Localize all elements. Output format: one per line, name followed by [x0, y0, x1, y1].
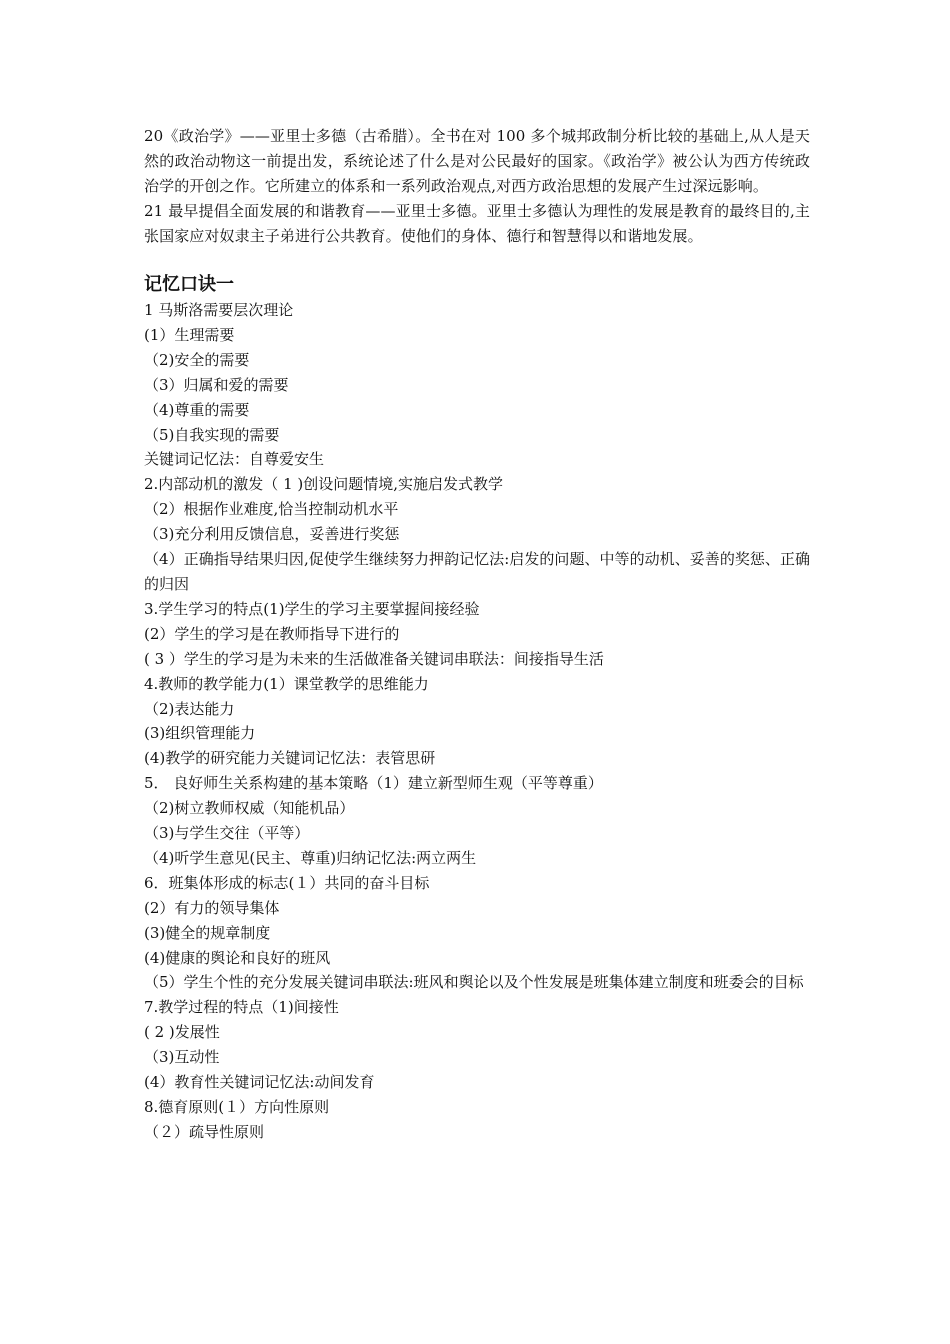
- list-line: 2.内部动机的激发（ 1 )创设问题情境,实施启发式教学: [144, 475, 504, 494]
- list-line: 7.教学过程的特点（1)间接性: [144, 998, 339, 1017]
- paragraph-politics: 20《政治学》——亚里士多德（古希腊）。全书在对 100 多个城邦政制分析比较的基础上,从人是天然的政治动物这一前提出发，系统论述了什么是对公民最好的国家。《政治学》被公认为西方传统政治学的开创之作。它所建立的体系和一系列政治观点,对西方政治思想的发展产生过深远影响。: [144, 127, 810, 195]
- paragraph-harmonious-education: 21 最早提倡全面发展的和谐教育——亚里士多德。亚里士多德认为理性的发展是教育的最终目的,主张国家应对奴隶主子弟进行公共教育。使他们的身体、德行和智慧得以和谐地发展。: [144, 202, 810, 245]
- list-line: ( 3 ）学生的学习是为未来的生活做准备关键词串联法：间接指导生活: [144, 649, 604, 668]
- list-line: （5）学生个性的充分发展关键词串联法:班风和舆论以及个性发展是班集体建立制度和班委会的目标: [144, 973, 804, 992]
- list-line: （2)安全的需要: [144, 350, 250, 369]
- list-line: (1）生理需要: [144, 325, 235, 344]
- list-line: （２）疏导性原则: [144, 1122, 265, 1141]
- list-line: ( 2 )发展性: [144, 1023, 220, 1042]
- list-line: (2）有力的领导集体: [144, 898, 280, 917]
- list-line: （4）正确指导结果归因,促使学生继续努力押韵记忆法:启发的问题、中等的动机、妥善的奖惩、正确的归因: [144, 550, 810, 593]
- list-line: （4)尊重的需要: [144, 400, 250, 419]
- list-line: （3)互动性: [144, 1048, 220, 1067]
- list-line: （3）归属和爱的需要: [144, 375, 289, 394]
- list-line: （2)表达能力: [144, 699, 235, 718]
- list-line: 关键词记忆法：自尊爱安生: [144, 450, 325, 469]
- list-line: （2)树立教师权威（知能机品）: [144, 799, 355, 818]
- list-line: （3)与学生交往（平等）: [144, 824, 310, 843]
- mnemonic-list: [144, 298, 810, 1145]
- list-line: 5． 良好师生关系构建的基本策略（1）建立新型师生观（平等尊重）: [144, 774, 603, 793]
- section-heading: 记忆口诀一: [144, 274, 234, 295]
- list-line: （4)听学生意见(民主、尊重)归纳记忆法:两立两生: [144, 848, 477, 867]
- document-page: [144, 124, 810, 1145]
- list-line: （5)自我实现的需要: [144, 425, 280, 444]
- list-line: 1 马斯洛需要层次理论: [144, 301, 294, 319]
- list-line: 8.德育原则(１）方向性原则: [144, 1098, 330, 1116]
- list-line: (4)教学的研究能力关键词记忆法：表管思研: [144, 749, 436, 768]
- list-line: 3.学生学习的特点(1)学生的学习主要掌握间接经验: [144, 599, 480, 618]
- list-line: (4)健康的舆论和良好的班风: [144, 948, 331, 967]
- list-line: (2）学生的学习是在教师指导下进行的: [144, 624, 400, 643]
- list-line: (3)组织管理能力: [144, 724, 256, 743]
- list-line: (4）教育性关键词记忆法:动间发育: [144, 1073, 375, 1092]
- list-line: （3)充分利用反馈信息，妥善进行奖惩: [144, 525, 400, 544]
- list-line: 6．班集体形成的标志(１）共同的奋斗目标: [144, 873, 430, 892]
- list-line: 4.教师的教学能力(1）课堂教学的思维能力: [144, 674, 429, 693]
- list-line: (3)健全的规章制度: [144, 923, 271, 942]
- list-line: （2）根据作业难度,恰当控制动机水平: [144, 500, 399, 519]
